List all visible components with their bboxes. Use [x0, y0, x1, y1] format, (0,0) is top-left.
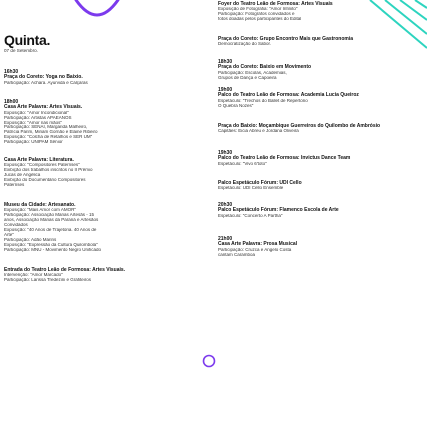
event-line: Espetáculo: "Concerto A Partha" — [218, 213, 283, 218]
event-block — [218, 151, 418, 167]
event-line: Participação: Achara. Ayurvida e Calçaras — [4, 80, 88, 85]
event-line: Exibição do Documentário Compositores — [4, 178, 86, 183]
event-title: Palco Espetáculo Fórum: Flamenco Escola de Arte — [218, 207, 339, 214]
event-block — [218, 88, 418, 109]
event-line: Exposição de Fotografia: "Amor Infinito" — [218, 7, 298, 12]
event-line: Participação: Cruzca e Angelo Costa — [218, 247, 292, 252]
event-time: 19h30 — [218, 150, 233, 156]
event-block — [218, 237, 418, 258]
event-line: Participação: MNU - Movimento Negro Unificado — [4, 247, 102, 252]
event-title: Casa Arte Palavra: Artes Visuais. — [4, 104, 83, 111]
event-line: cantam Caramboa — [218, 252, 256, 257]
event-line: Participação: Adão Marins — [4, 238, 57, 243]
event-title: Praça do Coreto: Baixio em Movimento — [218, 64, 312, 71]
event-line: Exposição: "Amor Incondicional" — [4, 110, 69, 115]
event-block — [4, 268, 204, 283]
event-time: 18h30 — [218, 59, 233, 65]
event-line: Participação: Escolas, Academias, — [218, 70, 287, 75]
event-block — [4, 158, 204, 188]
event-line: Espetáculo: UDI Cello Ensemble — [218, 186, 284, 191]
event-line: Democratização do Sabor. — [218, 42, 272, 47]
event-line: O Quebra Nozes" — [218, 103, 254, 108]
day-name: Quinta. — [4, 32, 51, 48]
event-title: Palco do Teatro Leão de Formosa: Academia Lucia Queiroz — [218, 92, 359, 99]
event-line: Participação: Fotógrafos convidados e — [218, 12, 295, 17]
event-line: Paternses — [4, 183, 25, 188]
event-title: Casa Arte Palavra: Prosa Musical — [218, 241, 298, 248]
event-time: 18h00 — [4, 99, 19, 105]
event-line: Patrícia Parim, Miriam Gornão e Elaine Ribeiro — [4, 130, 98, 135]
event-line: Participação: Associação Marias Artesãs - 15 — [4, 213, 95, 218]
event-line: Exposição: "Amor nas mãos" — [4, 120, 62, 125]
event-block — [218, 2, 418, 22]
event-block — [4, 70, 204, 86]
decorative-purple-arc — [72, 0, 122, 22]
event-title: Palco do Teatro Leão de Formosa: Invictus Dance Team — [218, 155, 351, 162]
event-time: 16h30 — [4, 69, 19, 75]
event-line: Participação: Larissa Tredezini e Grafiteiros — [4, 278, 92, 283]
event-time: 19h00 — [218, 87, 233, 93]
event-block — [218, 181, 418, 191]
event-line: Exposição: "40 Anos de Trajetória. 40 Anos de — [4, 228, 97, 233]
event-line: Grupos de Dança e Capoeira — [218, 75, 277, 80]
event-title: Praça do Coreto: Grupo Encontro Mais que Gastronomia — [218, 36, 354, 42]
event-title: Palco Espetáculo Fórum: UDI Cello — [218, 180, 302, 186]
event-line: Exposição: "Mais Amor com AMOR" — [4, 208, 76, 213]
event-block — [218, 124, 418, 134]
event-title: Museu da Cidade: Artesanato. — [4, 202, 76, 208]
event-block — [218, 203, 418, 219]
event-line: Convidados — [4, 223, 28, 228]
event-title: Foyer do Teatro Leão de Formosa: Artes Visuais — [218, 1, 333, 7]
event-title: Praça do Baixio: Moçambique Guerreiros do Quilombo de Ambrósio — [218, 123, 381, 129]
event-line: Participação: SENAI, Margarida Malheiro, — [4, 125, 88, 130]
event-time: 21h00 — [218, 236, 233, 242]
event-line: Exibição dos trabalhos inscritos no II Prêmio — [4, 168, 93, 173]
event-block — [218, 60, 418, 81]
event-line: Jucas de Angélica — [4, 173, 41, 178]
event-line: Exposição: "Compositores Paternses" — [4, 163, 80, 168]
event-line: Exposição: "Expressão da Cultura Quilombola" — [4, 242, 98, 247]
event-line: Arte" — [4, 233, 14, 238]
event-block — [4, 203, 204, 253]
event-title: Praça do Coreto: Yoga no Baixio. — [4, 74, 83, 81]
event-line: Espetáculo: "Vivo 6'toto" — [218, 161, 267, 166]
decorative-circle-marker — [202, 354, 216, 368]
event-line: Espetáculo: "Trechos do Ballet de Repertório — [218, 98, 308, 103]
event-block — [4, 100, 204, 145]
event-line: Participação: Artistas APAEANOS — [4, 115, 72, 120]
event-time: 20h30 — [218, 202, 233, 208]
day-date: 07 de Setembro. — [4, 48, 38, 53]
event-block — [218, 37, 418, 47]
event-title: Casa Arte Palavra: Literatura. — [4, 157, 74, 163]
event-title: Entrada do Teatro Leão de Formosa: Artes Visuais. — [4, 267, 126, 273]
event-line: fotos doadas pelos participantes do Edital — [218, 17, 302, 22]
event-line: Capitães: Eicia Abreu e Jordana Oliveira — [218, 129, 299, 134]
event-line: Exposição: "Colcha de Retalhos e SER UM" — [4, 135, 93, 140]
event-line: anos, Associação Marias da Paraná e Artesãos — [4, 218, 99, 223]
event-line: Participação: UNIPAM Sênior — [4, 140, 63, 145]
event-line: Intervenção: "Amor Marcado" — [4, 273, 63, 278]
